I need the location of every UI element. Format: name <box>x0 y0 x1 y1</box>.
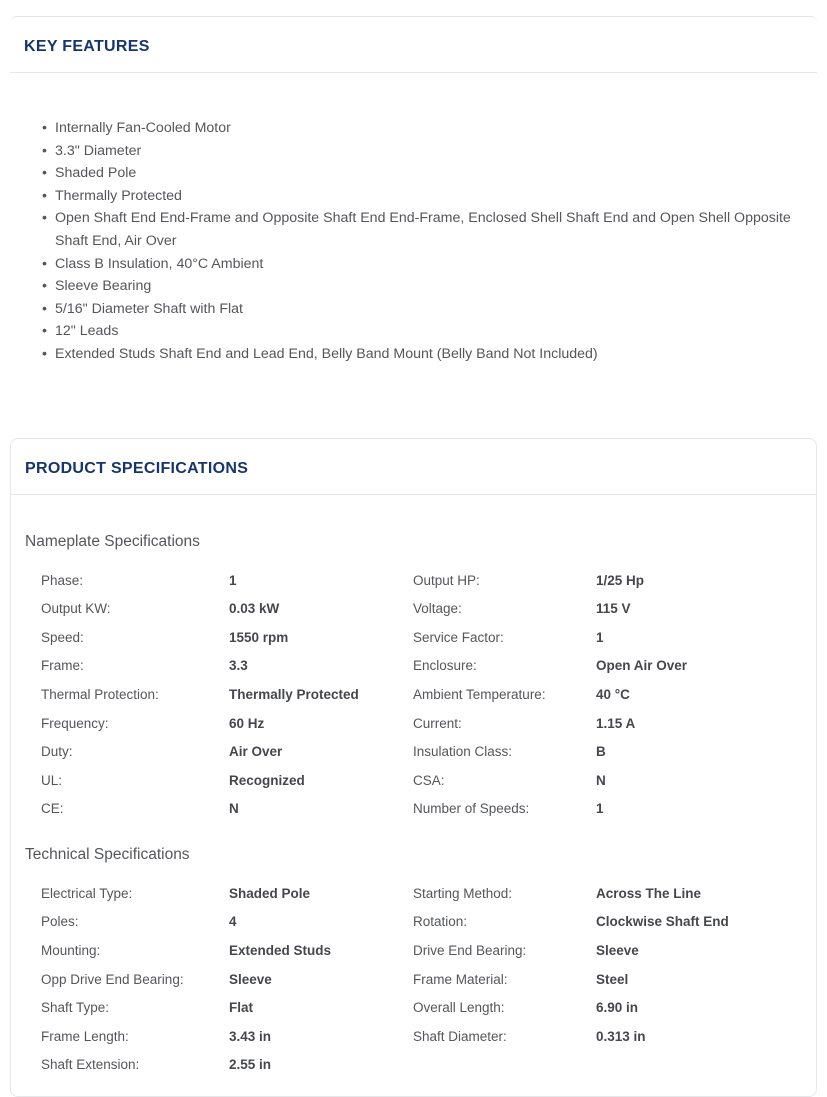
spec-label: Poles: <box>41 914 79 930</box>
spec-value: Extended Studs <box>229 943 332 959</box>
feature-item: • Open Shaft End End-Frame and Opposite Shaft End End-Frame, Enclosed Shell Shaft End and Open Shell Opposite Shaft End, Air Over <box>42 207 797 252</box>
spec-value: 60 Hz <box>229 715 265 731</box>
spec-value: N <box>596 772 606 788</box>
technical-specifications-table <box>41 880 800 1080</box>
spec-value: N <box>229 801 239 817</box>
spec-label: Shaft Type: <box>41 1000 110 1016</box>
spec-value: Thermally Protected <box>229 686 359 702</box>
spec-value: Flat <box>229 1000 254 1016</box>
spec-value: 1.15 A <box>596 715 636 731</box>
spec-label: Speed: <box>41 629 84 645</box>
technical-specifications-title: Technical Specifications <box>25 845 190 863</box>
spec-label: Frame Material: <box>413 971 508 987</box>
spec-label: Output KW: <box>41 601 111 617</box>
spec-label: Output HP: <box>413 572 480 588</box>
spec-value: 1550 rpm <box>229 629 289 645</box>
spec-value: 0.313 in <box>596 1028 646 1044</box>
spec-label: Enclosure: <box>413 658 477 674</box>
spec-label: Starting Method: <box>413 885 513 901</box>
feature-item: • Class B Insulation, 40°C Ambient <box>42 253 797 276</box>
spec-label: CSA: <box>413 772 445 788</box>
feature-item: • Internally Fan-Cooled Motor <box>42 117 797 140</box>
spec-value: Shaded Pole <box>229 885 311 901</box>
nameplate-specifications-table <box>41 567 800 824</box>
key-features-title: KEY FEATURES <box>24 38 150 55</box>
spec-value: Across The Line <box>596 885 702 901</box>
feature-item: • 5/16" Diameter Shaft with Flat <box>42 298 797 321</box>
spec-label: Shaft Extension: <box>41 1057 140 1073</box>
product-specifications-section <box>10 438 817 1097</box>
spec-label: Frequency: <box>41 715 109 731</box>
spec-value: Recognized <box>229 772 305 788</box>
spec-value: 2.55 in <box>229 1057 272 1073</box>
spec-label: Insulation Class: <box>413 744 513 760</box>
spec-label: Duty: <box>41 744 73 760</box>
key-features-section <box>10 16 817 416</box>
spec-value: Open Air Over <box>596 658 688 674</box>
spec-value: 1 <box>229 572 237 588</box>
spec-label: Electrical Type: <box>41 885 133 901</box>
spec-value: Air Over <box>229 744 283 760</box>
spec-value: 4 <box>229 914 237 930</box>
product-specifications-title: PRODUCT SPECIFICATIONS <box>25 459 249 477</box>
spec-value: 3.3 <box>229 658 248 674</box>
feature-item: • Sleeve Bearing <box>42 275 797 298</box>
features-list <box>10 73 817 416</box>
spec-value: 1 <box>596 801 604 817</box>
spec-label: Ambient Temperature: <box>413 686 546 702</box>
spec-label: Number of Speeds: <box>413 801 530 817</box>
spec-value: Steel <box>596 971 629 987</box>
spec-label: Frame: <box>41 658 84 674</box>
spec-label: Shaft Diameter: <box>413 1028 507 1044</box>
spec-label: Voltage: <box>413 601 462 617</box>
spec-label: Phase: <box>41 572 84 588</box>
spec-label: CE: <box>41 801 64 817</box>
spec-label: Frame Length: <box>41 1028 129 1044</box>
spec-label <box>413 1051 596 1080</box>
spec-value: Sleeve <box>229 971 272 987</box>
spec-label: Drive End Bearing: <box>413 943 527 959</box>
nameplate-specifications-title: Nameplate Specifications <box>25 532 200 550</box>
spec-label: Rotation: <box>413 914 468 930</box>
spec-value: 40 °C <box>596 686 630 702</box>
spec-label: Opp Drive End Bearing: <box>41 971 184 987</box>
spec-label: Thermal Protection: <box>41 686 159 702</box>
spec-label: UL: <box>41 772 63 788</box>
card-bottom-padding <box>11 1080 816 1096</box>
spec-value: B <box>596 744 606 760</box>
spec-value: 1 <box>596 629 604 645</box>
spec-value: Clockwise Shaft End <box>596 914 729 930</box>
spec-value: 0.03 kW <box>229 601 280 617</box>
spec-value: 6.90 in <box>596 1000 639 1016</box>
feature-item: • Thermally Protected <box>42 185 797 208</box>
spec-label: Current: <box>413 715 462 731</box>
spec-label: Overall Length: <box>413 1000 505 1016</box>
spec-value: Sleeve <box>596 943 639 959</box>
spec-label: Service Factor: <box>413 629 504 645</box>
feature-item: • 12" Leads <box>42 320 797 343</box>
spec-value: 1/25 Hp <box>596 572 645 588</box>
spec-value: 3.43 in <box>229 1028 272 1044</box>
feature-item: • Extended Studs Shaft End and Lead End, Belly Band Mount (Belly Band Not Included) <box>42 343 797 366</box>
feature-item: • Shaded Pole <box>42 162 797 185</box>
feature-item: • 3.3" Diameter <box>42 140 797 163</box>
spec-value: 115 V <box>596 601 631 617</box>
spec-value <box>596 1051 800 1080</box>
spec-label: Mounting: <box>41 943 101 959</box>
